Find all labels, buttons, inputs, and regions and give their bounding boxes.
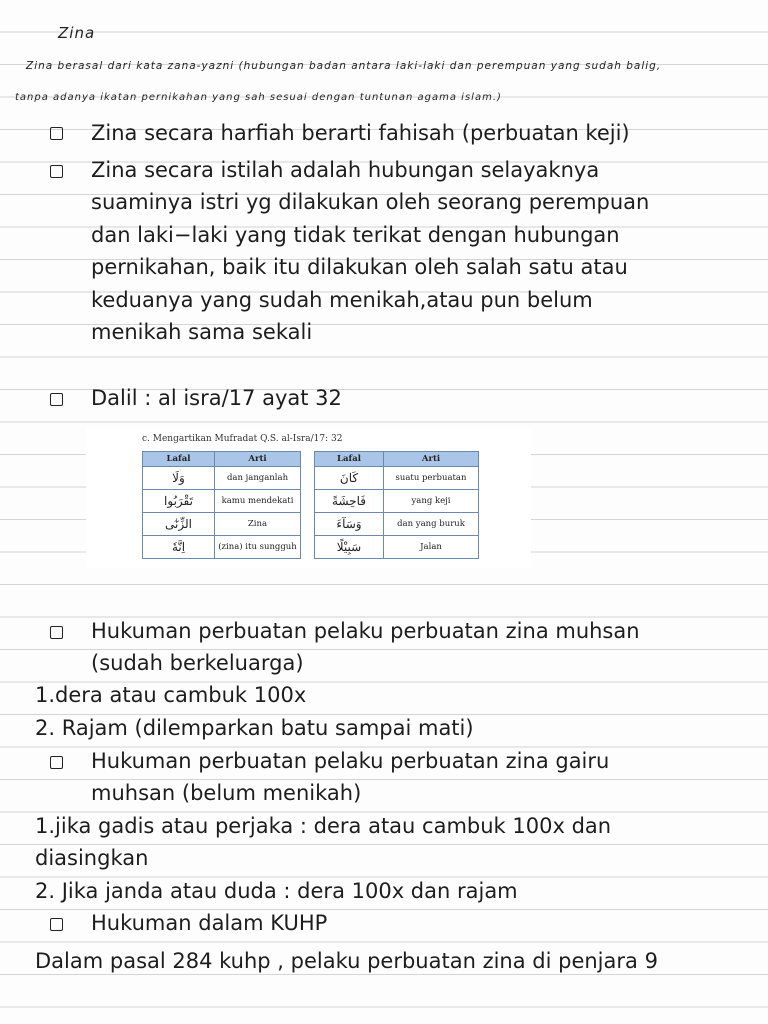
mufradat-table-image — [86, 428, 531, 568]
lafal-cell: اِنَّهٗ — [143, 536, 215, 559]
lafal-cell: كَانَ — [315, 467, 384, 490]
item-2-line-4: pernikahan, baik itu dilakukan oleh salah satu atau — [91, 255, 628, 279]
item-4-line-1: Hukuman perbuatan pelaku perbuatan zina muhsan — [91, 619, 640, 643]
table-row — [143, 536, 301, 559]
arti-cell: dan janganlah — [215, 467, 301, 490]
item-5-line-2: muhsan (belum menikah) — [91, 781, 362, 805]
item-2-line-2: suaminya istri yg dilakukan oleh seorang perempuan — [91, 190, 650, 214]
table-row — [315, 467, 479, 490]
lafal-cell: وَسَآءَ — [315, 513, 384, 536]
arti-cell: Jalan — [384, 536, 479, 559]
arti-cell: dan yang buruk — [384, 513, 479, 536]
item-2-line-6: menikah sama sekali — [91, 320, 313, 344]
handwritten-line-1: Zina berasal dari kata zana-yazni (hubungan badan antara laki-laki dan perempuan yang sudah balig, — [26, 60, 662, 72]
header-lafal: Lafal — [143, 452, 215, 467]
item-4-list-2: 2. Rajam (dilemparkan batu sampai mati) — [35, 716, 474, 740]
checkbox[interactable] — [50, 393, 63, 406]
table-row — [315, 536, 479, 559]
lafal-cell: الزِّنٰٓى — [143, 513, 215, 536]
checkbox[interactable] — [50, 127, 63, 140]
item-5-line-1: Hukuman perbuatan pelaku perbuatan zina gairu — [91, 749, 610, 773]
lafal-cell: تَقْرَبُوا — [143, 490, 215, 513]
table-row — [315, 490, 479, 513]
arti-cell: (zina) itu sungguh — [215, 536, 301, 559]
checkbox[interactable] — [50, 756, 63, 769]
item-4-list-1: 1.dera atau cambuk 100x — [35, 683, 307, 707]
checkbox[interactable] — [50, 626, 63, 639]
item-1-text: Zina secara harfiah berarti fahisah (perbuatan keji) — [91, 121, 630, 145]
lafal-cell: فَاحِشَةً — [315, 490, 384, 513]
checkbox[interactable] — [50, 165, 63, 178]
handwritten-title: Zina — [58, 24, 96, 42]
item-5-list-2: diasingkan — [35, 846, 149, 870]
item-2-line-5: keduanya yang sudah menikah,atau pun belum — [91, 288, 593, 312]
header-lafal: Lafal — [315, 452, 384, 467]
mufradat-table-right — [314, 451, 479, 559]
item-5-list-3: 2. Jika janda atau duda : dera 100x dan rajam — [35, 879, 518, 903]
checkbox[interactable] — [50, 918, 63, 931]
arti-cell: yang keji — [384, 490, 479, 513]
arti-cell: Zina — [215, 513, 301, 536]
mufradat-table-left — [142, 451, 301, 559]
arti-cell: kamu mendekati — [215, 490, 301, 513]
kuhp-text: Dalam pasal 284 kuhp , pelaku perbuatan zina di penjara 9 — [35, 949, 658, 973]
table-row — [143, 513, 301, 536]
item-3-text: Dalil : al isra/17 ayat 32 — [91, 386, 342, 410]
table-row — [143, 467, 301, 490]
item-6-text: Hukuman dalam KUHP — [91, 911, 328, 935]
item-5-list-1: 1.jika gadis atau perjaka : dera atau cambuk 100x dan — [35, 814, 612, 838]
item-2-line-3: dan laki−laki yang tidak terikat dengan hubungan — [91, 223, 620, 247]
header-arti: Arti — [215, 452, 301, 467]
lafal-cell: سَبِيْلًا — [315, 536, 384, 559]
arti-cell: suatu perbuatan — [384, 467, 479, 490]
mufradat-caption: c. Mengartikan Mufradat Q.S. al-Isra/17: 32 — [142, 434, 343, 444]
header-arti: Arti — [384, 452, 479, 467]
table-row — [315, 513, 479, 536]
lafal-cell: وَلَا — [143, 467, 215, 490]
handwritten-line-2: tanpa adanya ikatan pernikahan yang sah sesuai dengan tuntunan agama islam.) — [15, 92, 502, 103]
item-4-line-2: (sudah berkeluarga) — [91, 651, 304, 675]
item-2-line-1: Zina secara istilah adalah hubungan selayaknya — [91, 158, 600, 182]
table-row — [143, 490, 301, 513]
